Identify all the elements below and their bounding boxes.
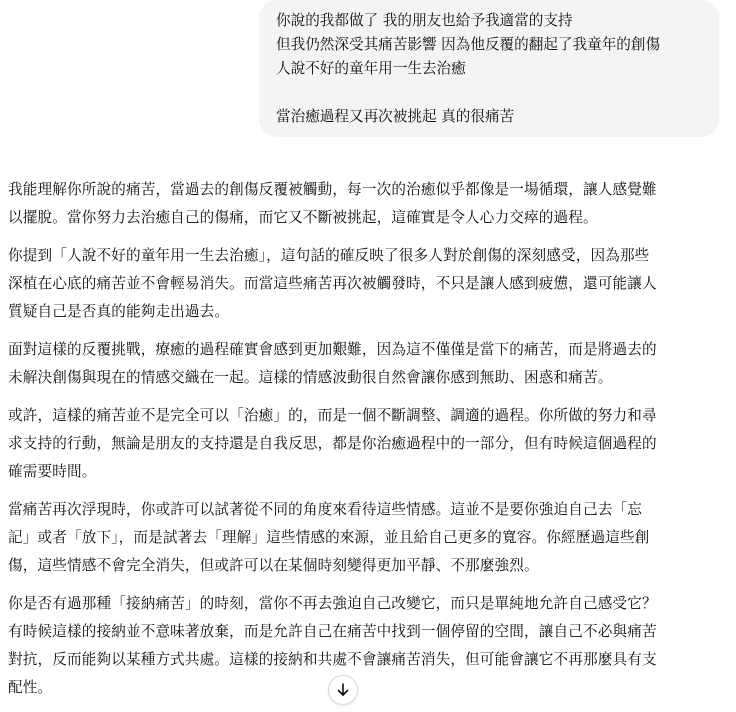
assistant-text-line: 面對這樣的反覆挑戰，療癒的過程確實會感到更加艱難，因為這不僅僅是當下的痛苦，而是將過去的	[8, 341, 657, 358]
assistant-text-line: 求支持的行動，無論是朋友的支持還是自我反思，都是你治癒過程中的一部分，但有時候這個過程的	[8, 435, 657, 452]
assistant-text-line: 你是否有過那種「接納痛苦」的時刻，當你不再去強迫自己改變它，而只是單純地允許自己感受它？	[8, 595, 657, 612]
assistant-text-line: 傷，這些情感不會完全消失，但或許可以在某個時刻變得更加平靜、不那麼強烈。	[8, 557, 539, 574]
user-message-line: 當治癒過程又再次被挑起 真的很痛苦	[276, 108, 515, 125]
assistant-text-line: 你提到「人說不好的童年用一生去治癒」，這句話的確反映了很多人對於創傷的深刻感受，因為那些	[8, 247, 650, 264]
assistant-text-line: 配性。	[8, 679, 53, 696]
assistant-text-line: 或許，這樣的痛苦並不是完全可以「治癒」的，而是一個不斷調整、調適的過程。你所做的努力和尋	[8, 407, 657, 424]
assistant-paragraph	[8, 176, 720, 232]
assistant-paragraph	[8, 496, 720, 580]
assistant-text-line: 我能理解你所說的痛苦，當過去的創傷反覆被觸動，每一次的治癒似乎都像是一場循環，讓人感覺難	[8, 181, 657, 198]
assistant-message	[8, 176, 720, 712]
assistant-text-line: 對抗，反而能夠以某種方式共處。這樣的接納和共處不會讓痛苦消失，但可能會讓它不再那麼具有支	[8, 651, 657, 668]
assistant-text-line: 未解決創傷與現在的情感交織在一起。這樣的情感波動很自然會讓你感到無助、困惑和痛苦。	[8, 369, 613, 386]
assistant-paragraph	[8, 242, 720, 326]
assistant-paragraph	[8, 336, 720, 392]
user-message-line: 但我仍然深受其痛苦影響 因為他反覆的翻起了我童年的創傷	[276, 36, 661, 53]
user-message-blank-line	[276, 81, 703, 105]
assistant-paragraph	[8, 590, 720, 702]
assistant-text-line: 以擺脫。當你努力去治癒自己的傷痛，而它又不斷被挑起，這確實是令人心力交瘁的過程。	[8, 209, 598, 226]
user-message-line: 你說的我都做了 我的朋友也給予我適當的支持	[276, 12, 573, 29]
user-message-bubble	[259, 0, 719, 137]
assistant-text-line: 有時候這樣的接納並不意味著放棄，而是允許自己在痛苦中找到一個停留的空間，讓自己不必與痛苦	[8, 623, 657, 640]
assistant-paragraph	[8, 402, 720, 486]
assistant-text-line: 確需要時間。	[8, 463, 97, 480]
assistant-text-line: 記」或者「放下」，而是試著去「理解」這些情感的來源，並且給自己更多的寬容。你經歷過這些創	[8, 529, 650, 546]
scroll-to-bottom-button[interactable]	[328, 675, 358, 705]
assistant-text-line: 質疑自己是否真的能夠走出過去。	[8, 303, 230, 320]
user-message-line: 人說不好的童年用一生去治癒	[276, 60, 466, 77]
assistant-text-line: 深植在心底的痛苦並不會輕易消失。而當這些痛苦再次被觸發時，不只是讓人感到疲憊，還可能讓人	[8, 275, 657, 292]
assistant-text-line: 當痛苦再次浮現時，你或許可以試著從不同的角度來看待這些情感。這並不是要你強迫自己去「忘	[8, 501, 642, 518]
